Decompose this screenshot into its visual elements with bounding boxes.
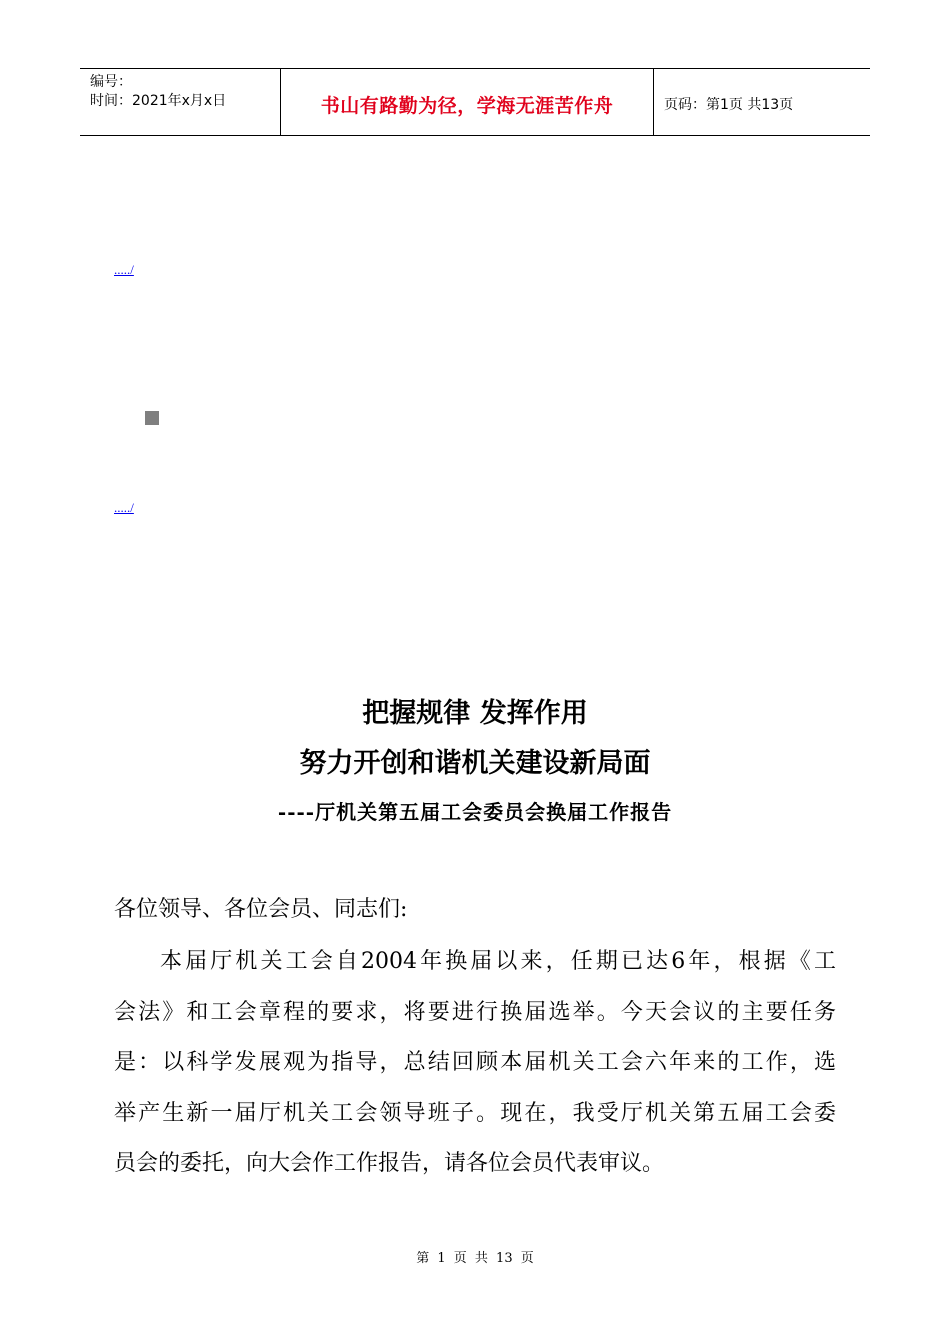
header-page-cell xyxy=(654,69,870,135)
greeting-line: 各位领导、各位会员、同志们: xyxy=(114,897,408,922)
paragraph-line: 举产生新一届厅机关工会领导班子。现在，我受厅机关第五届工会委 xyxy=(114,1101,836,1126)
document-header-table xyxy=(80,68,870,136)
document-title-line1: 把握规律 发挥作用 xyxy=(362,698,588,729)
motto-text: 书山有路勤为径，学海无涯苦作舟 xyxy=(320,94,614,117)
hyperlink-2[interactable]: ...../ xyxy=(114,500,134,515)
hyperlink-1[interactable]: ...../ xyxy=(114,262,134,277)
header-meta-cell xyxy=(80,69,281,135)
number-label: 编号： xyxy=(90,74,132,90)
header-page-info: 页码：第1页 共13页 xyxy=(664,97,794,113)
paragraph-line: 员会的委托，向大会作工作报告，请各位会员代表审议。 xyxy=(114,1151,665,1176)
time-label: 时间：2021年x月x日 xyxy=(90,93,227,109)
paragraph-line: 是：以科学发展观为指导，总结回顾本届机关工会六年来的工作，选 xyxy=(114,1050,836,1075)
document-subtitle: ----厅机关第五届工会委员会换届工作报告 xyxy=(277,800,673,824)
placeholder-square-icon xyxy=(145,411,159,425)
header-motto-cell xyxy=(281,69,654,135)
document-title-line2: 努力开创和谐机关建设新局面 xyxy=(299,748,651,779)
paragraph-line: 本届厅机关工会自2004年换届以来，任期已达6年，根据《工 xyxy=(160,949,836,974)
paragraph-line: 会法》和工会章程的要求，将要进行换届选举。今天会议的主要任务 xyxy=(114,1000,836,1025)
page-footer: 第 1 页 共 13 页 xyxy=(416,1251,534,1266)
